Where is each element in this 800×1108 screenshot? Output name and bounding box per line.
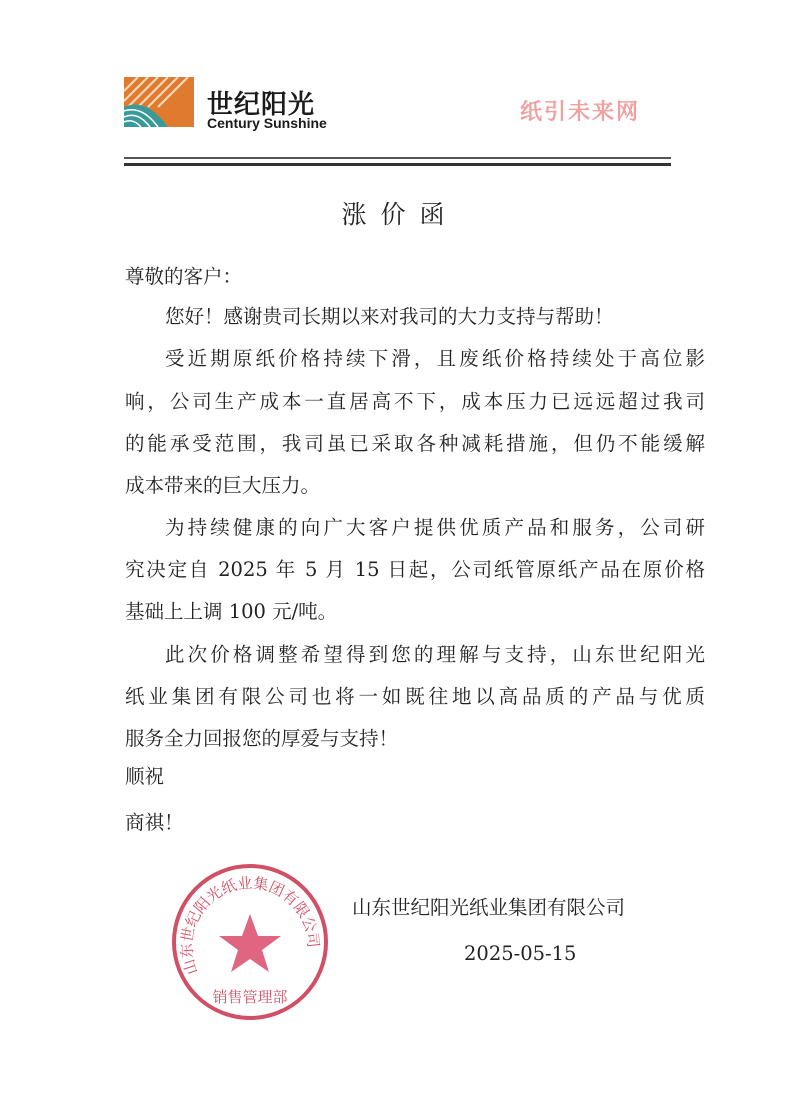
signature-company: 山东世纪阳光纸业集团有限公司 — [352, 896, 626, 919]
signature-date: 2025-05-15 — [464, 942, 577, 965]
paragraph-line: 纸业集团有限公司也将一如既往地以高品质的产品与优质 — [125, 685, 705, 708]
paragraph-line: 服务全力回报您的厚爱与支持！ — [125, 727, 399, 750]
header-divider — [124, 157, 671, 159]
paragraph-line: 的能承受范围，我司虽已采取各种减耗措施，但仍不能缓解 — [125, 432, 705, 455]
company-seal — [170, 862, 330, 1022]
closing-line: 商祺！ — [125, 811, 184, 834]
brand-name-en: Century Sunshine — [207, 115, 327, 131]
paragraph-line: 基础上上调 100 元/吨。 — [125, 600, 338, 623]
header-divider-thick — [124, 163, 671, 166]
paragraph-line: 您好！感谢贵司长期以来对我司的大力支持与帮助！ — [165, 305, 614, 328]
paragraph-line: 受近期原纸价格持续下滑，且废纸价格持续处于高位影 — [165, 347, 705, 370]
paragraph-line: 为持续健康的向广大客户提供优质产品和服务，公司研 — [165, 516, 705, 539]
paragraph-line: 成本带来的巨大压力。 — [125, 474, 321, 497]
seal-dept: 销售管理部 — [212, 988, 288, 1006]
watermark: 纸引未来网 — [520, 100, 641, 125]
greeting: 尊敬的客户： — [125, 265, 243, 288]
century-sunshine-logo — [124, 77, 194, 127]
seal-text: 山东世纪阳光纸业集团有限公司 — [177, 873, 323, 977]
paragraph-line: 响，公司生产成本一直居高不下，成本压力已远远超过我司 — [125, 390, 705, 413]
paragraph-line: 此次价格调整希望得到您的理解与支持，山东世纪阳光 — [165, 643, 705, 666]
brand-name-cn: 世纪阳光 — [207, 90, 316, 120]
paragraph-line: 究决定自 2025 年 5 月 15 日起，公司纸管原纸产品在原价格 — [125, 558, 705, 581]
document-title: 涨价函 — [341, 200, 459, 229]
closing-line: 顺祝 — [125, 765, 165, 788]
